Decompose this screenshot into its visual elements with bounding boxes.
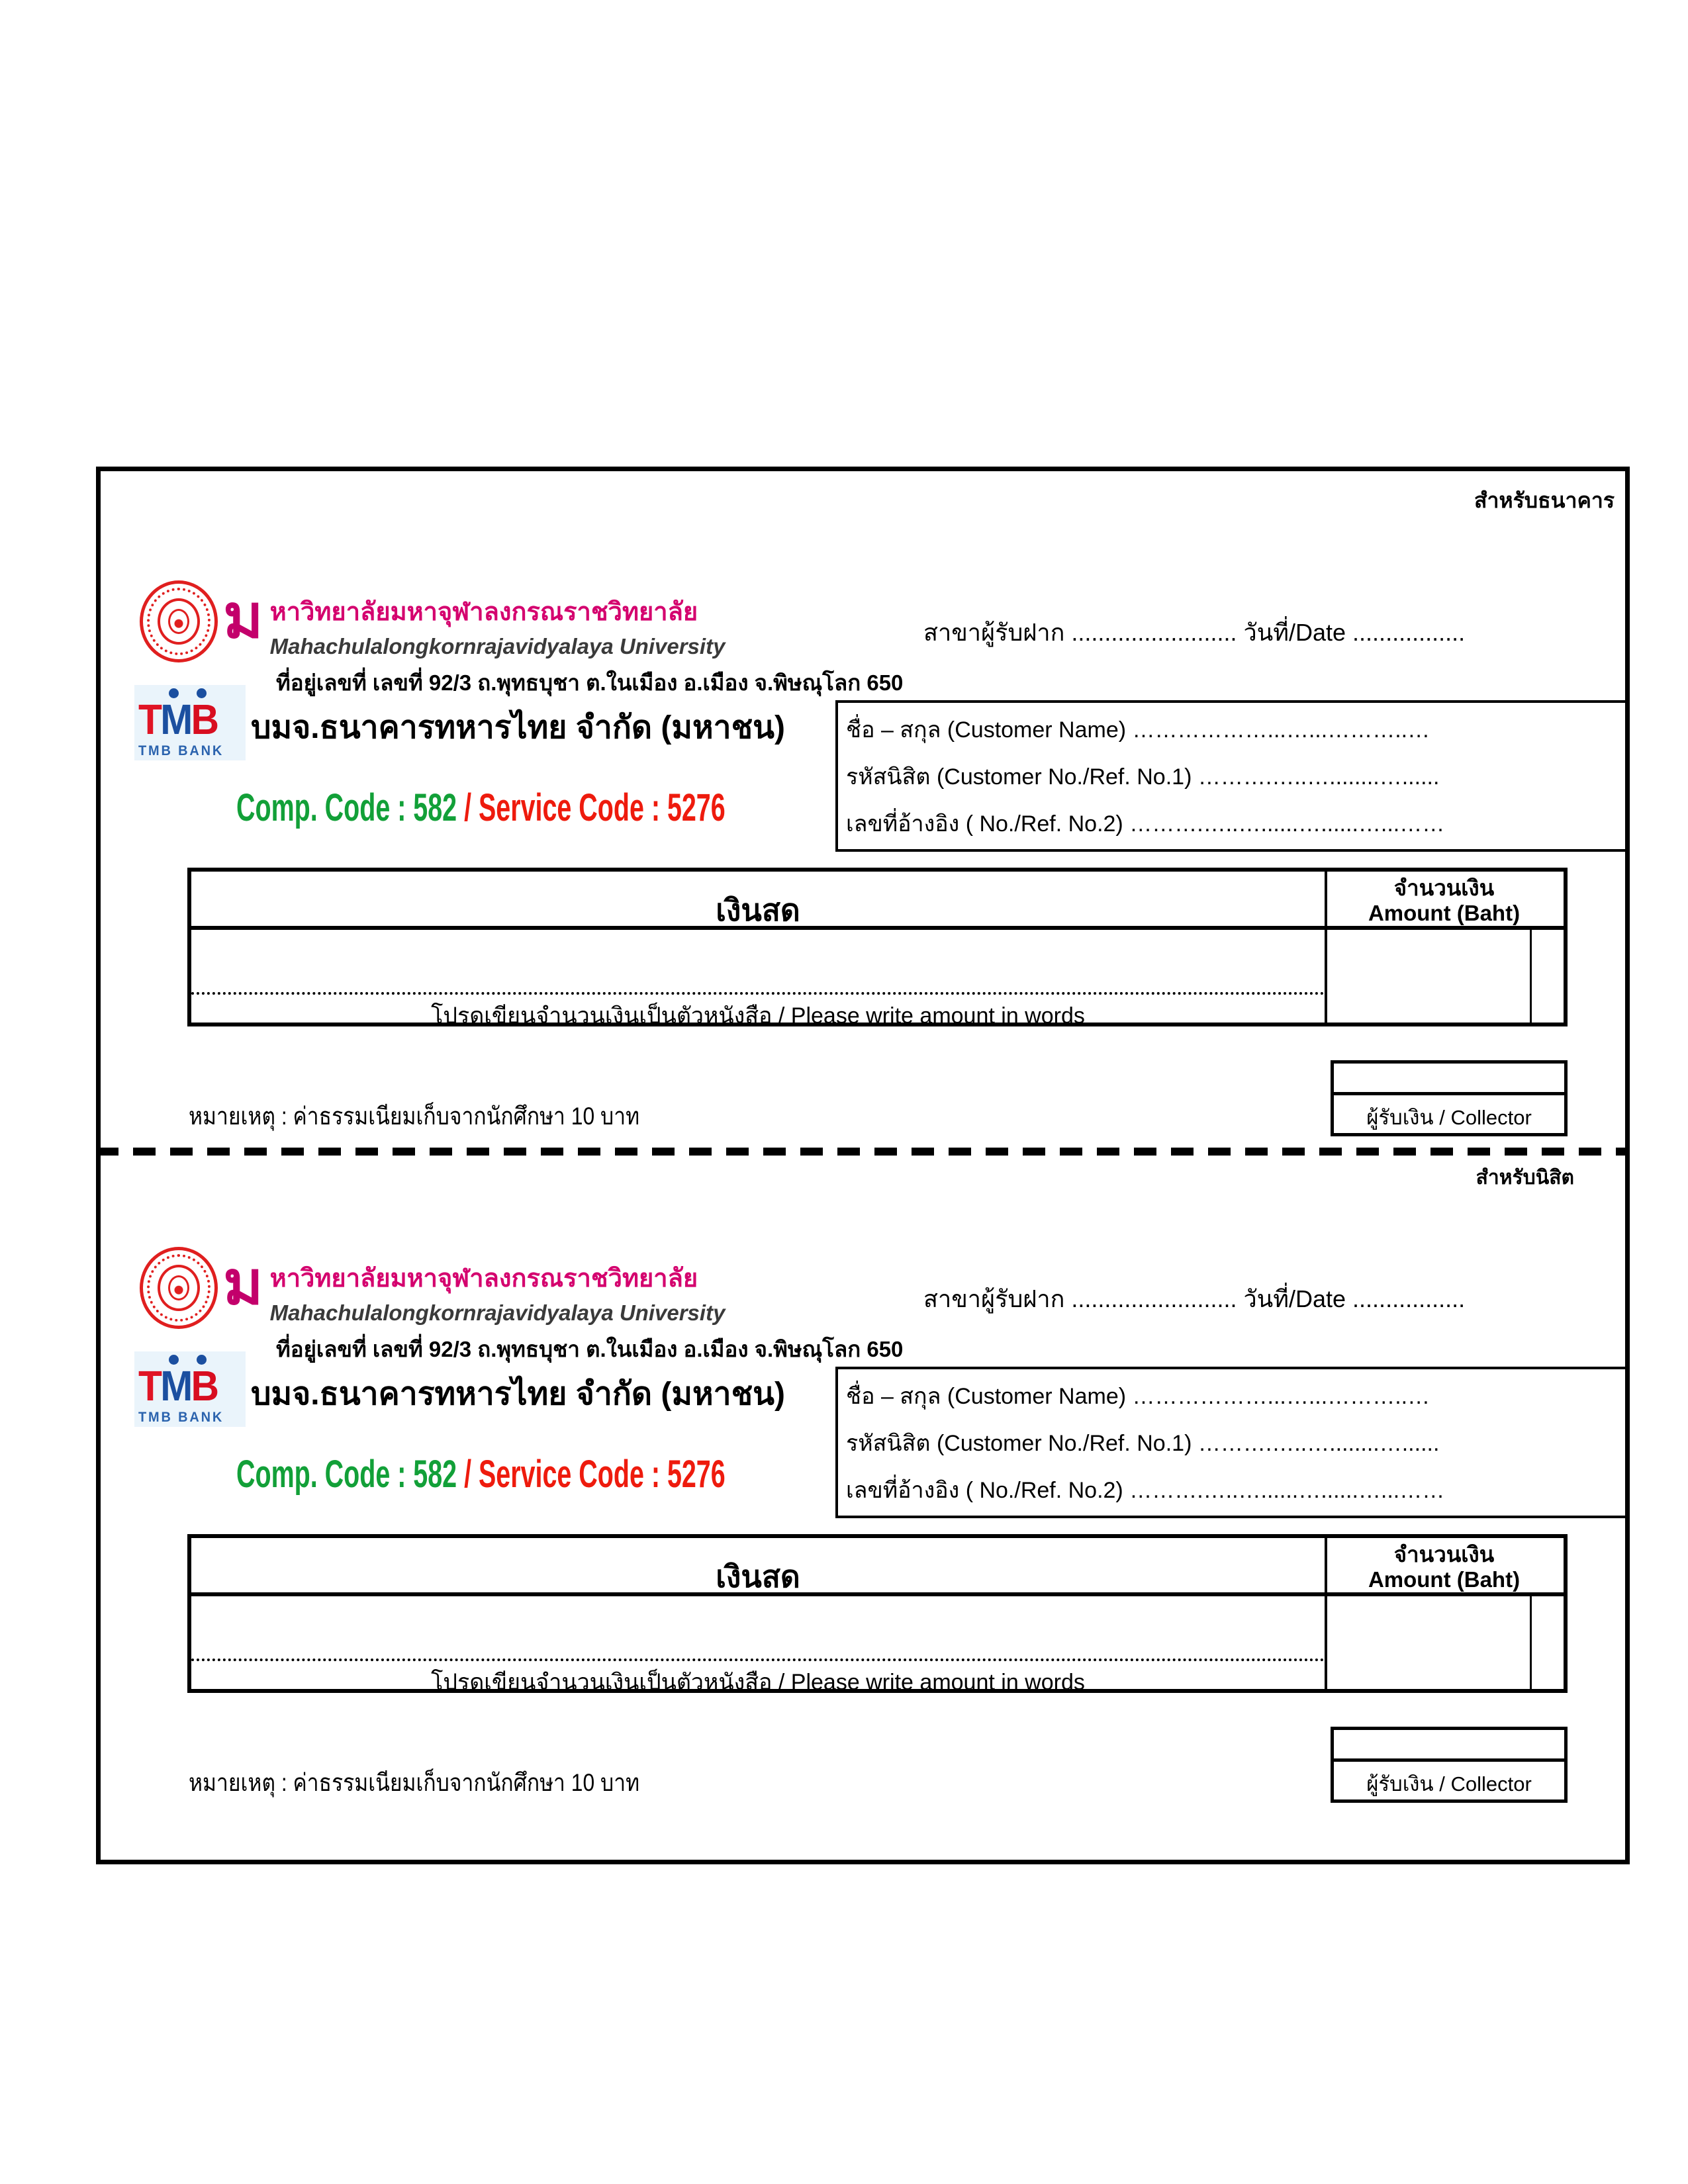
bank-copy-slip	[96, 467, 1630, 1136]
bank-address-line: ที่อยู่เลขที่ เลขที่ 92/3 ถ.พุทธบุชา ต.ในเมือง อ.เมือง จ.พิษณุโลก 650	[276, 670, 904, 695]
bank-name: บมจ.ธนาคารทหารไทย จำกัด (มหาชน)	[251, 710, 785, 745]
reference-no2-field: เลขที่อ้างอิง ( No./Ref. No.2) ……….…..…......…......…...……	[846, 811, 1445, 837]
amount-table	[187, 868, 1568, 1026]
service-code-text: / Service Code : 5276	[464, 1453, 726, 1496]
tmb-letter-m: M	[160, 696, 191, 743]
tmb-letter-t: T	[138, 696, 161, 743]
university-name-thai: หาวิทยาลัยมหาจุฬาลงกรณราชวิทยาลัย	[269, 1265, 698, 1293]
tmb-logo-caption: TMB BANK	[138, 743, 224, 758]
branch-and-date-line: สาขาผู้รับฝาก ......................... วันที่/Date .................	[923, 1285, 1466, 1312]
student-copy-slip	[96, 1133, 1630, 1803]
amount-column-divider	[1325, 872, 1327, 1023]
copy-for-label: สำหรับธนาคาร	[1474, 488, 1615, 512]
student-id-ref1-field: รหัสนิสิต (Customer No./Ref. No.1) ……….…..…........…......	[846, 1430, 1440, 1456]
collector-label: ผู้รับเงิน / Collector	[1366, 1772, 1532, 1796]
collector-signature-area	[1334, 1064, 1564, 1095]
branch-and-date-line: สาขาผู้รับฝาก ......................... วันที่/Date .................	[923, 619, 1466, 646]
amount-in-words-rule	[191, 992, 1325, 995]
comp-code-text: Comp. Code : 582	[236, 786, 465, 829]
seal-core	[168, 1275, 189, 1300]
amount-column-header	[1325, 876, 1564, 926]
seal-core	[168, 609, 189, 634]
tmb-letter-b: B	[191, 696, 218, 743]
amount-header-english: Amount (Baht)	[1368, 1567, 1521, 1592]
tmb-letter-m: M	[160, 1362, 191, 1410]
satang-column-divider	[1530, 1596, 1532, 1689]
comp-code-text: Comp. Code : 582	[236, 1453, 465, 1496]
tmb-letter-b: B	[191, 1362, 218, 1410]
tmb-bank-logo	[134, 1351, 246, 1427]
amount-table-header	[191, 1538, 1564, 1596]
copy-for-label: สำหรับนิสิต	[1476, 1167, 1574, 1189]
fee-note: หมายเหตุ : ค่าธรรมเนียมเก็บจากนักศึกษา 10 บาท	[189, 1103, 640, 1130]
cash-column-header: เงินสด	[716, 1559, 800, 1594]
customer-info-box	[835, 700, 1630, 852]
amount-table	[187, 1534, 1568, 1693]
university-logo-block	[223, 1250, 726, 1326]
amount-in-words-instruction: โปรดเขียนจำนวนเงินเป็นตัวหนังสือ / Please write amount in words	[431, 1003, 1085, 1028]
university-logo-block	[223, 583, 726, 659]
tmb-letter-t: T	[138, 1362, 161, 1410]
collector-label: ผู้รับเงิน / Collector	[1366, 1106, 1532, 1129]
university-name-english: Mahachulalongkornrajavidyalaya University	[269, 634, 726, 659]
service-code-text: / Service Code : 5276	[464, 786, 726, 829]
amount-header-english: Amount (Baht)	[1368, 901, 1521, 925]
university-mark: ม	[223, 583, 263, 651]
amount-column-header	[1325, 1542, 1564, 1592]
university-seal-icon	[140, 1247, 218, 1329]
collector-signature-box	[1331, 1727, 1568, 1803]
collector-signature-area	[1334, 1730, 1564, 1762]
fee-note: หมายเหตุ : ค่าธรรมเนียมเก็บจากนักศึกษา 10 บาท	[189, 1769, 640, 1796]
bank-name: บมจ.ธนาคารทหารไทย จำกัด (มหาชน)	[251, 1377, 785, 1412]
collector-signature-box	[1331, 1060, 1568, 1136]
customer-name-field: ชื่อ – สกุล (Customer Name) ………………...…...………..…	[846, 717, 1430, 743]
university-name-thai: หาวิทยาลัยมหาจุฬาลงกรณราชวิทยาลัย	[269, 598, 698, 626]
amount-in-words-instruction: โปรดเขียนจำนวนเงินเป็นตัวหนังสือ / Please write amount in words	[431, 1670, 1085, 1695]
amount-column-divider	[1325, 1538, 1327, 1689]
amount-table-header	[191, 872, 1564, 930]
amount-header-thai: จำนวนเงิน	[1393, 1542, 1495, 1567]
comp-service-code-line	[236, 783, 726, 833]
reference-no2-field: เลขที่อ้างอิง ( No./Ref. No.2) ……….…..…......…......…...……	[846, 1477, 1445, 1503]
tmb-logo-letters	[138, 1362, 218, 1410]
student-id-ref1-field: รหัสนิสิต (Customer No./Ref. No.1) ……….…..…........…......	[846, 764, 1440, 790]
university-name-english: Mahachulalongkornrajavidyalaya University	[269, 1300, 726, 1325]
bank-address-line: ที่อยู่เลขที่ เลขที่ 92/3 ถ.พุทธบุชา ต.ในเมือง อ.เมือง จ.พิษณุโลก 650	[276, 1337, 904, 1361]
amount-in-words-rule	[191, 1659, 1325, 1661]
university-seal-icon	[140, 580, 218, 662]
comp-service-code-line	[236, 1449, 731, 1499]
comp-service-code-clipped-region	[236, 1453, 964, 1514]
satang-column-divider	[1530, 930, 1532, 1023]
university-mark: ม	[223, 1250, 263, 1317]
tmb-logo-caption: TMB BANK	[138, 1410, 224, 1425]
amount-header-thai: จำนวนเงิน	[1393, 876, 1495, 900]
tmb-logo-letters	[138, 698, 217, 741]
tmb-bank-logo	[134, 685, 246, 760]
customer-name-field: ชื่อ – สกุล (Customer Name) ………………...…...………..…	[846, 1383, 1430, 1409]
cash-column-header: เงินสด	[716, 893, 800, 927]
